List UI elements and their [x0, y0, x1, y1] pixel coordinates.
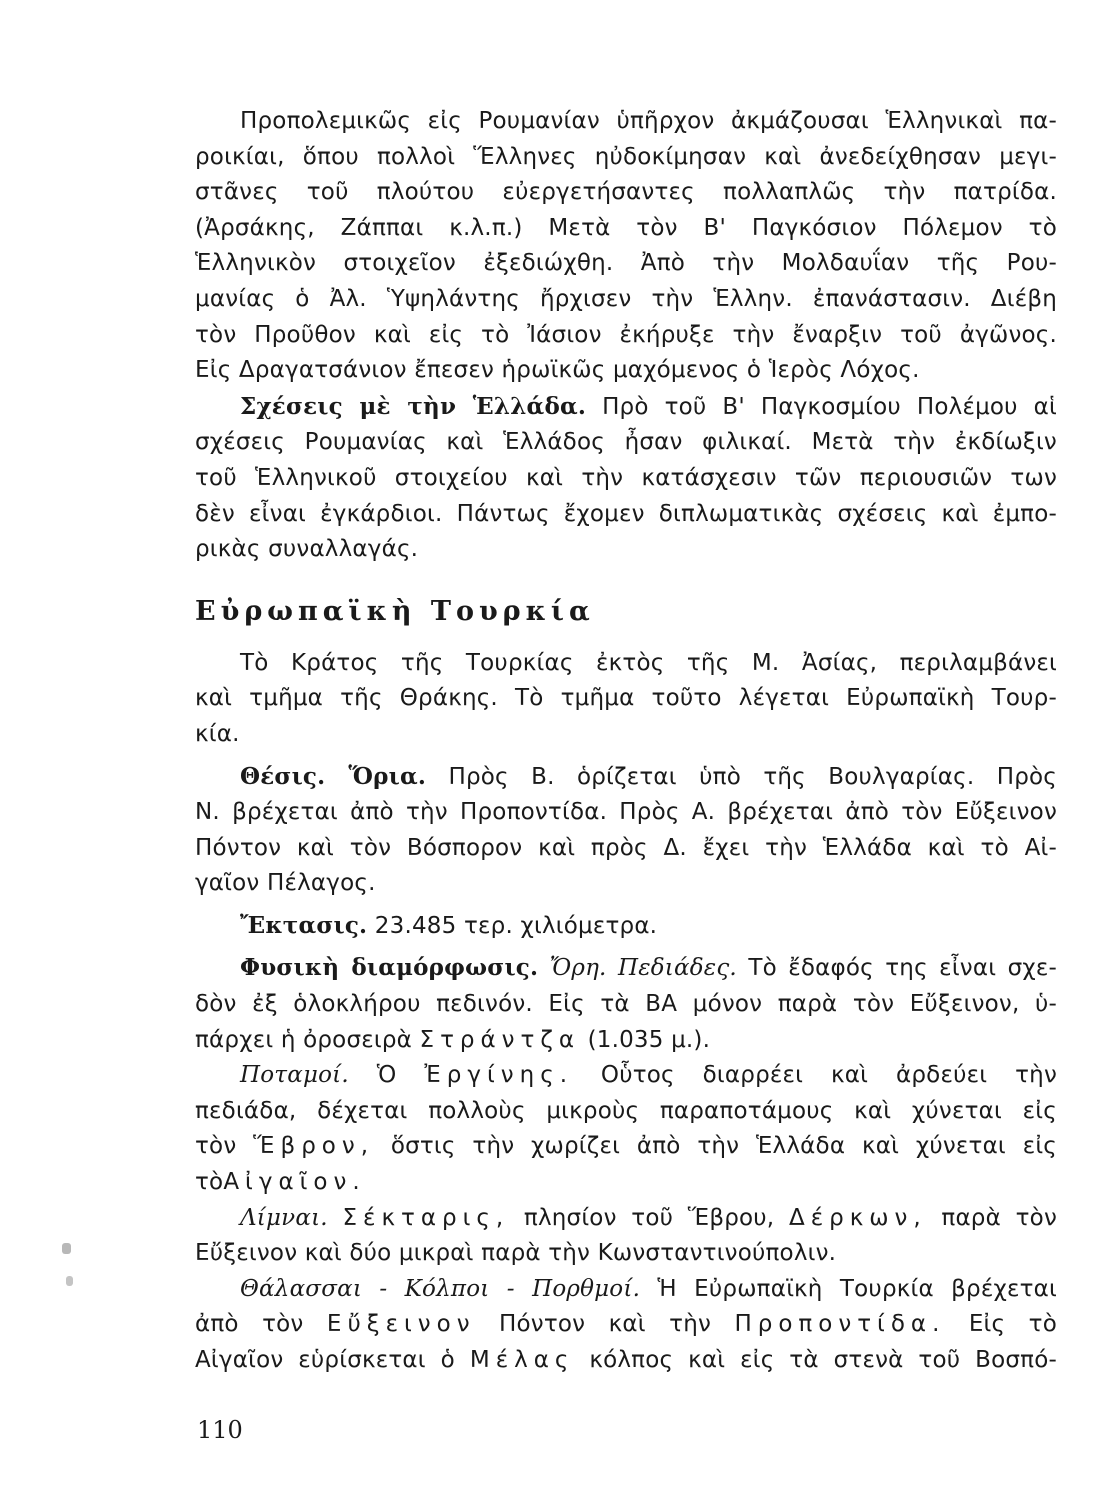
melas: Μέλας [469, 1347, 575, 1373]
physical-line-2: δὸν ἐξ ὁλοκλήρου πεδινόν. Εἰς τὰ ΒΑ μόνον παρὰ τὸν Εὔξεινον, ὑ- [195, 991, 1057, 1018]
romania-line-6: μανίας ὁ Ἀλ. Ὑψηλάντης ἤρχισεν τὴν Ἑλλην. ἐπανάστασιν. Διέβη [195, 285, 1057, 312]
aegean: Αἰγαῖον. [223, 1169, 366, 1196]
seas-line-3-post: κόλπος καὶ εἰς τὰ στενὰ τοῦ Βοσπό- [589, 1347, 1057, 1373]
seas-line-2 [195, 1307, 1057, 1343]
lakes-line-2: Εὔξεινον καὶ δύο μικραὶ παρὰ τὴν Κωνσταντινούπολιν. [195, 1240, 837, 1267]
propontis: Προποντίδα. [734, 1311, 946, 1338]
seas-label: Θάλασσαι - Κόλποι - Πορθμοί. [240, 1275, 641, 1302]
relations-label: Σχέσεις μὲ τὴν Ἑλλάδα. [240, 392, 587, 420]
physical-first: Τὸ ἔδαφός της εἶναι σχε- [748, 955, 1057, 982]
page-number: 110 [197, 1416, 243, 1444]
position-line-3: Πόντον καὶ τὸν Βόσπορον καὶ πρὸς Δ. ἔχει τὴν Ἑλλάδα καὶ τὸ Αἰ- [195, 834, 1057, 861]
seas-line-3-pre: Αἰγαῖον εὑρίσκεται ὁ [195, 1347, 455, 1373]
relations-line-1 [195, 389, 1057, 426]
relations-line-2: σχέσεις Ρουμανίας καὶ Ἑλλάδος ἦσαν φιλικαί. Μετὰ τὴν ἐκδίωξιν [195, 429, 1057, 456]
position-line-2: Ν. βρέχεται ἀπὸ τὴν Προποντίδα. Πρὸς Α. βρέχεται ἀπὸ τὸν Εὔξεινον [195, 799, 1057, 826]
physical-label: Φυσικὴ διαμόρφωσις. [240, 954, 539, 982]
turkey-intro-2: καὶ τμῆμα τῆς Θράκης. Τὸ τμῆμα τοῦτο λέγεται Εὐρωπαϊκὴ Τουρ- [195, 685, 1057, 712]
romania-line-3: στᾶνες τοῦ πλούτου εὐεργετήσαντες πολλαπλῶς τὴν πατρίδα. [195, 179, 1057, 206]
lakes-post: παρὰ τὸν [941, 1204, 1057, 1231]
seas-line-2-post: Εἰς τὸ [968, 1311, 1057, 1338]
seas-line-2-mid: Πόντον καὶ τὴν [499, 1311, 712, 1338]
position-line-4: γαῖον Πέλαγος. [195, 870, 376, 897]
turkey-intro-1: Τὸ Κράτος τῆς Τουρκίας ἐκτὸς τῆς Μ. Ἀσίας, περιλαμβάνει [240, 649, 1057, 676]
turkey-intro-3: κία. [195, 720, 240, 747]
sektaris: Σέκταρις, [342, 1204, 510, 1231]
romania-line-7: τὸν Προῦθον καὶ εἰς τὸ Ἰάσιον ἐκήρυξε τὴν ἔναρξιν τοῦ ἀγῶνος. [195, 321, 1057, 348]
ergene: Ἐργίνης. [424, 1062, 574, 1089]
seas-first: Ἡ Εὐρωπαϊκὴ Τουρκία βρέχεται [657, 1275, 1057, 1302]
romania-line-5: Ἑλληνικὸν στοιχεῖον ἐξεδιώχθη. Ἀπὸ τὴν Μολδαυΐαν τῆς Ρου- [195, 250, 1057, 277]
romania-line-1: Προπολεμικῶς εἰς Ρουμανίαν ὑπῆρχον ἀκμάζουσαι Ἑλληνικαὶ πα- [240, 108, 1057, 134]
mountains-label: Ὄρη. Πεδιάδες. [549, 955, 737, 982]
rivers-line-2: πεδιάδα, δέχεται πολλοὺς μικροὺς παραποτάμους καὶ χύνεται εἰς [195, 1097, 1057, 1124]
derkos: Δέρκων, [788, 1204, 927, 1231]
rivers-line-3-post: ὅστις τὴν χωρίζει ἀπὸ τὴν Ἑλλάδα καὶ χύνεται εἰς [390, 1133, 1057, 1160]
physical-line-3-post: (1.035 μ.). [587, 1026, 711, 1053]
romania-line-8: Εἰς Δραγατσάνιον ἔπεσεν ἡρωϊκῶς μαχόμενος ὁ Ἱερὸς Λόχος. [195, 357, 920, 384]
area-label: Ἔκτασις. [240, 911, 368, 939]
romania-line-2: ροικίαι, ὅπου πολλοὶ Ἕλληνες ηὐδοκίμησαν καὶ ἀνεδείχθησαν μεγι- [195, 143, 1057, 170]
position-label: Θέσις. Ὅρια. [240, 762, 427, 790]
seas-line-3 [195, 1343, 1057, 1379]
rivers-first-post: Οὗτος διαρρέει καὶ ἀρδεύει τὴν [600, 1062, 1057, 1089]
relations-first: Πρὸ τοῦ Β' Παγκοσμίου Πολέμου αἱ [602, 393, 1057, 420]
page-body [195, 104, 1057, 1379]
relations-line-4: δὲν εἶναι ἐγκάρδιοι. Πάντως ἔχομεν διπλωματικὰς σχέσεις καὶ ἐμπο- [195, 500, 1057, 527]
physical-line-3-pre: πάρχει ἡ ὀροσειρὰ [195, 1026, 413, 1053]
lakes-label: Λίμναι. [240, 1204, 328, 1231]
lakes-line-1 [195, 1201, 1057, 1237]
area-text: 23.485 τερ. χιλιόμετρα. [374, 912, 658, 939]
scan-mark [66, 1276, 73, 1286]
rivers-line-3-pre: τὸν [195, 1133, 237, 1160]
seas-line-1 [195, 1272, 1057, 1308]
euxine: Εὔξεινον [326, 1311, 476, 1338]
scan-mark [62, 1243, 71, 1254]
seas-line-2-pre: ἀπὸ τὸν [195, 1311, 304, 1338]
rivers-line-1 [195, 1058, 1057, 1094]
position-line-1 [195, 759, 1057, 796]
physical-line-3 [195, 1023, 1057, 1059]
evros: Ἕβρον, [253, 1133, 375, 1160]
strandja: Στράντζα [419, 1026, 581, 1053]
rivers-first-pre: Ὁ [376, 1062, 397, 1089]
section-heading-european-turkey: Εὐρωπαϊκὴ Τουρκία [195, 595, 595, 627]
romania-line-4: (Ἀρσάκης, Ζάππαι κ.λ.π.) Μετὰ τὸν Β' Παγκόσιον Πόλεμον τὸ [195, 214, 1057, 241]
relations-line-3: τοῦ Ἑλληνικοῦ στοιχείου καὶ τὴν κατάσχεσιν τῶν περιουσιῶν των [195, 464, 1057, 491]
rivers-line-4 [195, 1165, 1057, 1201]
relations-line-5: ρικὰς συναλλαγάς. [195, 536, 419, 563]
rivers-line-3 [195, 1129, 1057, 1165]
rivers-line-4-pre: τὸ [195, 1169, 224, 1196]
rivers-label: Ποταμοί. [240, 1062, 349, 1089]
position-first: Πρὸς Β. ὁρίζεται ὑπὸ τῆς Βουλγαρίας. Πρὸς [448, 763, 1057, 790]
physical-line-1 [195, 950, 1057, 987]
area-line [195, 908, 1057, 945]
lakes-mid: πλησίον τοῦ Ἕβρου, [523, 1204, 775, 1231]
